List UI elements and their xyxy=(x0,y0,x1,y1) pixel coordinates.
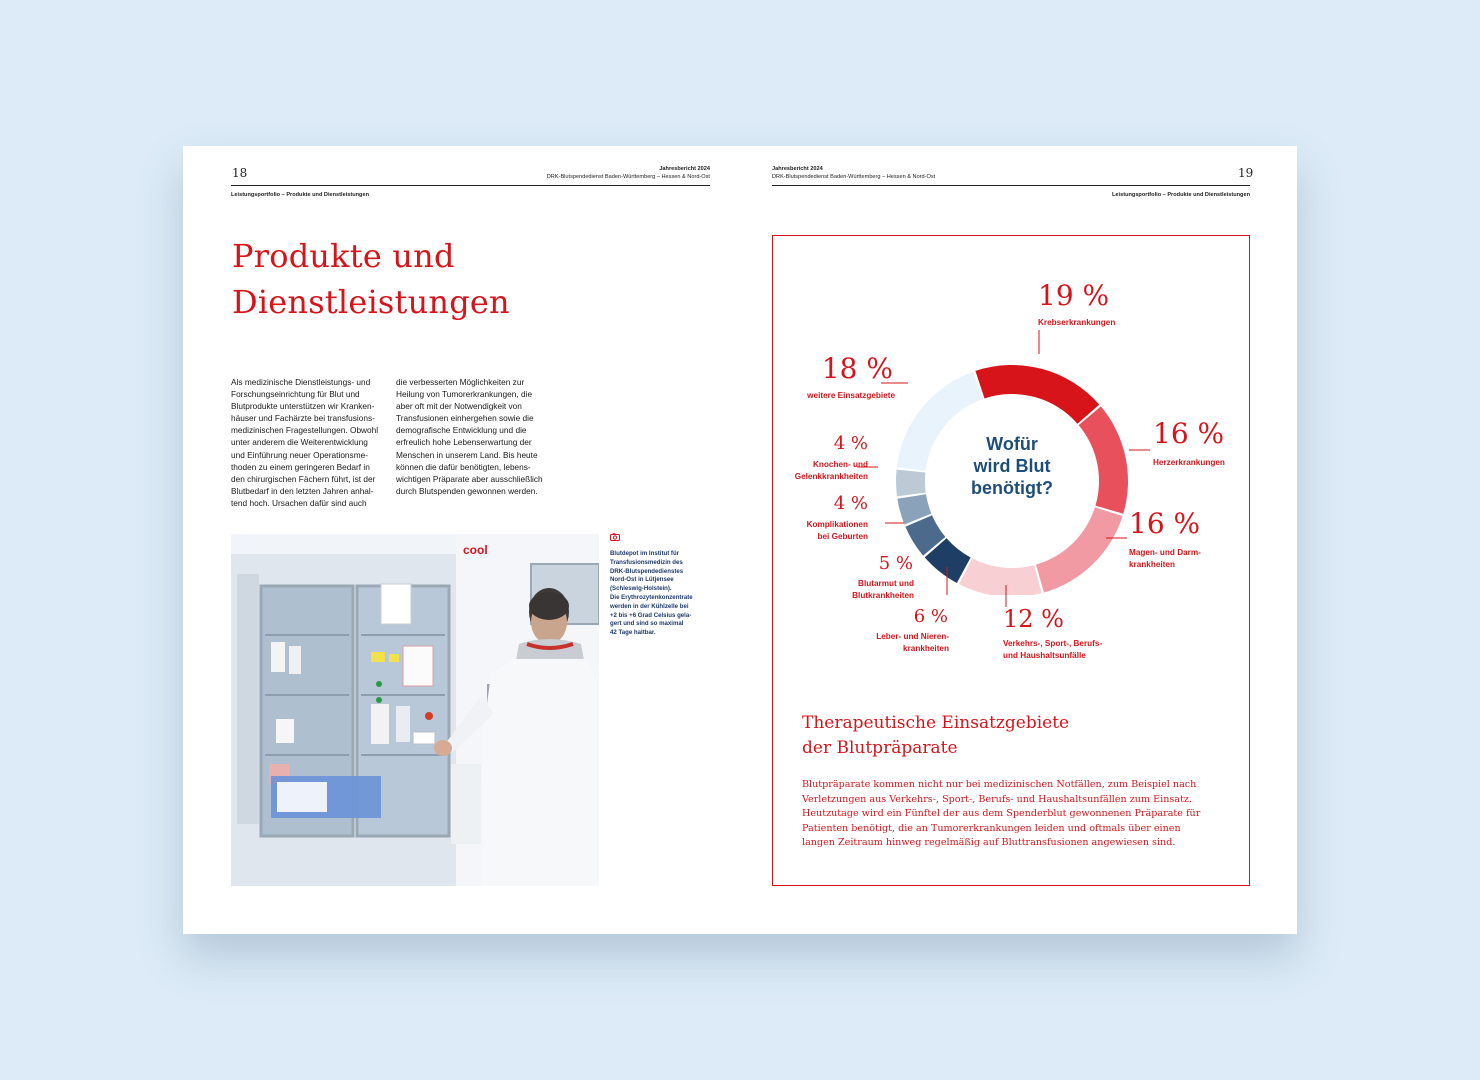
body-line: medizinischen Fragestellungen. Obwohl xyxy=(231,425,379,436)
body-line: Blutbedarf in den letzten Jahren anhal- xyxy=(231,485,374,496)
header-subtitle-right: DRK-Blutspendedienst Baden-Württemberg – Hessen & Nord-Ost xyxy=(772,174,936,180)
document-spread xyxy=(183,146,1297,934)
label-leber xyxy=(876,631,949,655)
body-line: und Einführung neuer Operationsme- xyxy=(231,449,368,460)
label-line: und Haushaltsunfälle xyxy=(1003,650,1086,660)
header-right xyxy=(772,165,935,181)
subtitle-line: Therapeutische Einsatzgebiete xyxy=(802,713,1070,733)
caption-line: 42 Tage haltbar. xyxy=(610,629,656,637)
header-rule-left xyxy=(231,185,710,186)
label-line: Verkehrs-, Sport-, Berufs- xyxy=(1003,639,1103,648)
pct-geburt: 4 % xyxy=(833,493,868,514)
camera-icon xyxy=(610,533,620,541)
page-number-right: 19 xyxy=(1238,166,1254,180)
body-line: Blutpräparate kommen nicht nur bei medizinischen Notfällen, zum Beispiel nach xyxy=(802,779,1197,790)
caption-line: werden in der Kühlzelle bei xyxy=(610,602,689,610)
label-blut xyxy=(852,578,914,602)
label-line: krankheiten xyxy=(1129,559,1175,569)
pct-magen: 16 % xyxy=(1129,507,1201,540)
body-line: können die dafür benötigten, lebens- xyxy=(396,461,531,472)
pct-leber: 6 % xyxy=(913,606,948,627)
pct-blut: 5 % xyxy=(878,553,913,574)
header-left xyxy=(547,165,710,181)
body-line: demografische Entwicklung und die xyxy=(396,425,527,436)
donut-center-question xyxy=(952,433,1072,499)
section-label-left: Leistungsportfolio – Produkte und Dienstleistungen xyxy=(231,192,369,198)
label-geburt xyxy=(807,519,868,543)
label-line: bei Geburten xyxy=(817,531,868,541)
header-title-left: Jahresbericht 2024 xyxy=(659,166,710,172)
title-line-2: Dienstleistungen xyxy=(232,283,510,321)
body-line: häuser und Fachärzte bei transfusions- xyxy=(231,413,375,424)
caption-line: Transfusionsmedizin des xyxy=(610,558,683,566)
section-label-right: Leistungsportfolio – Produkte und Dienstleistungen xyxy=(1112,192,1250,198)
label-line: Leber- und Nieren- xyxy=(876,632,949,641)
pct-krebs: 19 % xyxy=(1038,279,1110,312)
label-line: Blutarmut und xyxy=(858,579,914,588)
caption-line: (Schleswig-Holstein). xyxy=(610,585,672,593)
body-line: Heutzutage wird ein Fünftel der aus dem Spenderblut gewonnenen Präparate für xyxy=(802,808,1201,819)
label-line: Komplikationen xyxy=(806,520,868,529)
body-line: tend hoch. Ursachen dafür sind auch xyxy=(231,497,367,508)
body-line: Blutprodukte unterstützen wir Kranken- xyxy=(231,401,375,412)
body-line: Menschen in unserem Land. Bis heute xyxy=(396,449,538,460)
body-line: Transfusionen einhergehen sowie die xyxy=(396,413,534,424)
label-unfall xyxy=(1003,638,1102,662)
body-line: durch Blutspenden gewonnen werden. xyxy=(396,485,538,496)
label-line: Gelenkkrankheiten xyxy=(794,471,868,481)
body-line: thoden zu einem geringeren Bedarf in xyxy=(231,461,370,472)
label-magen xyxy=(1129,547,1201,571)
question-line: wird Blut xyxy=(973,456,1051,476)
body-line: wichtigen Präparate aber ausschließlich xyxy=(396,473,543,484)
label-line: Knochen- und xyxy=(812,460,868,469)
page-title xyxy=(232,233,510,325)
photo-sign-text: cool xyxy=(463,543,488,557)
header-rule-right xyxy=(772,185,1250,186)
body-line: Heilung von Tumorerkrankungen, die xyxy=(396,389,533,400)
body-line: aber oft mit der Notwendigkeit von xyxy=(396,401,522,412)
pct-knochen: 4 % xyxy=(833,433,868,454)
blood-depot-photo xyxy=(231,534,599,886)
page-number-left: 18 xyxy=(232,166,248,180)
caption-line: Nord-Ost in Lütjensee xyxy=(610,576,674,584)
subtitle-line: der Blutpräparate xyxy=(802,738,958,758)
question-line: Wofür xyxy=(986,434,1038,454)
label-weitere: weitere Einsatzgebiete xyxy=(807,391,895,400)
body-line: die verbesserten Möglichkeiten zur xyxy=(396,377,525,387)
caption-line: Blutdepot im Institut für xyxy=(610,550,680,557)
body-line: den chirurgischen Fächern führt, ist der xyxy=(231,473,376,484)
label-herz: Herzerkrankungen xyxy=(1153,458,1225,467)
caption-line: Die Erythrozytenkonzentrate xyxy=(610,593,693,601)
body-line: Verletzungen aus Verkehrs-, Sport-, Berufs- und Haushaltsunfällen zum Einsatz. xyxy=(802,793,1192,805)
label-line: krankheiten xyxy=(903,643,949,653)
label-knochen xyxy=(795,459,868,483)
body-line: Als medizinische Dienstleistungs- und xyxy=(231,377,371,387)
title-line-1: Produkte und xyxy=(232,237,455,275)
body-line: Forschungseinrichtung für Blut und xyxy=(231,389,360,400)
body-column-1 xyxy=(231,376,378,509)
body-line: unter anderem die Weiterentwicklung xyxy=(231,437,368,448)
infographic-body xyxy=(802,778,1202,851)
caption-line: +2 bis +6 Grad Celsius gela- xyxy=(610,611,692,619)
caption-line: gert und sind so maximal xyxy=(610,620,684,628)
caption-line: DRK-Blutspendedienstes xyxy=(610,567,684,575)
pct-herz: 16 % xyxy=(1153,417,1225,450)
label-krebs: Krebserkrankungen xyxy=(1038,318,1116,327)
pct-weitere: 18 % xyxy=(821,352,893,385)
photo-illustration xyxy=(231,534,599,886)
body-line: Patienten benötigt, die an Tumorerkrankungen leiden und oftmals über einen xyxy=(802,822,1181,834)
label-line: Magen- und Darm- xyxy=(1129,548,1201,557)
body-line: langen Zeitraum hinweg regelmäßig auf Bluttransfusionen angewiesen sind. xyxy=(802,837,1176,848)
header-subtitle-left: DRK-Blutspendedienst Baden-Württemberg – Hessen & Nord-Ost xyxy=(546,174,710,180)
photo-caption xyxy=(610,550,706,638)
pct-unfall: 12 % xyxy=(1003,605,1064,633)
question-line: benötigt? xyxy=(971,478,1053,498)
header-title-right: Jahresbericht 2024 xyxy=(772,166,823,172)
body-column-2 xyxy=(396,376,543,497)
label-line: Blutkrankheiten xyxy=(852,590,914,600)
infographic-subtitle xyxy=(802,711,1069,761)
body-line: erfreulich hohe Lebenserwartung der xyxy=(396,437,532,448)
